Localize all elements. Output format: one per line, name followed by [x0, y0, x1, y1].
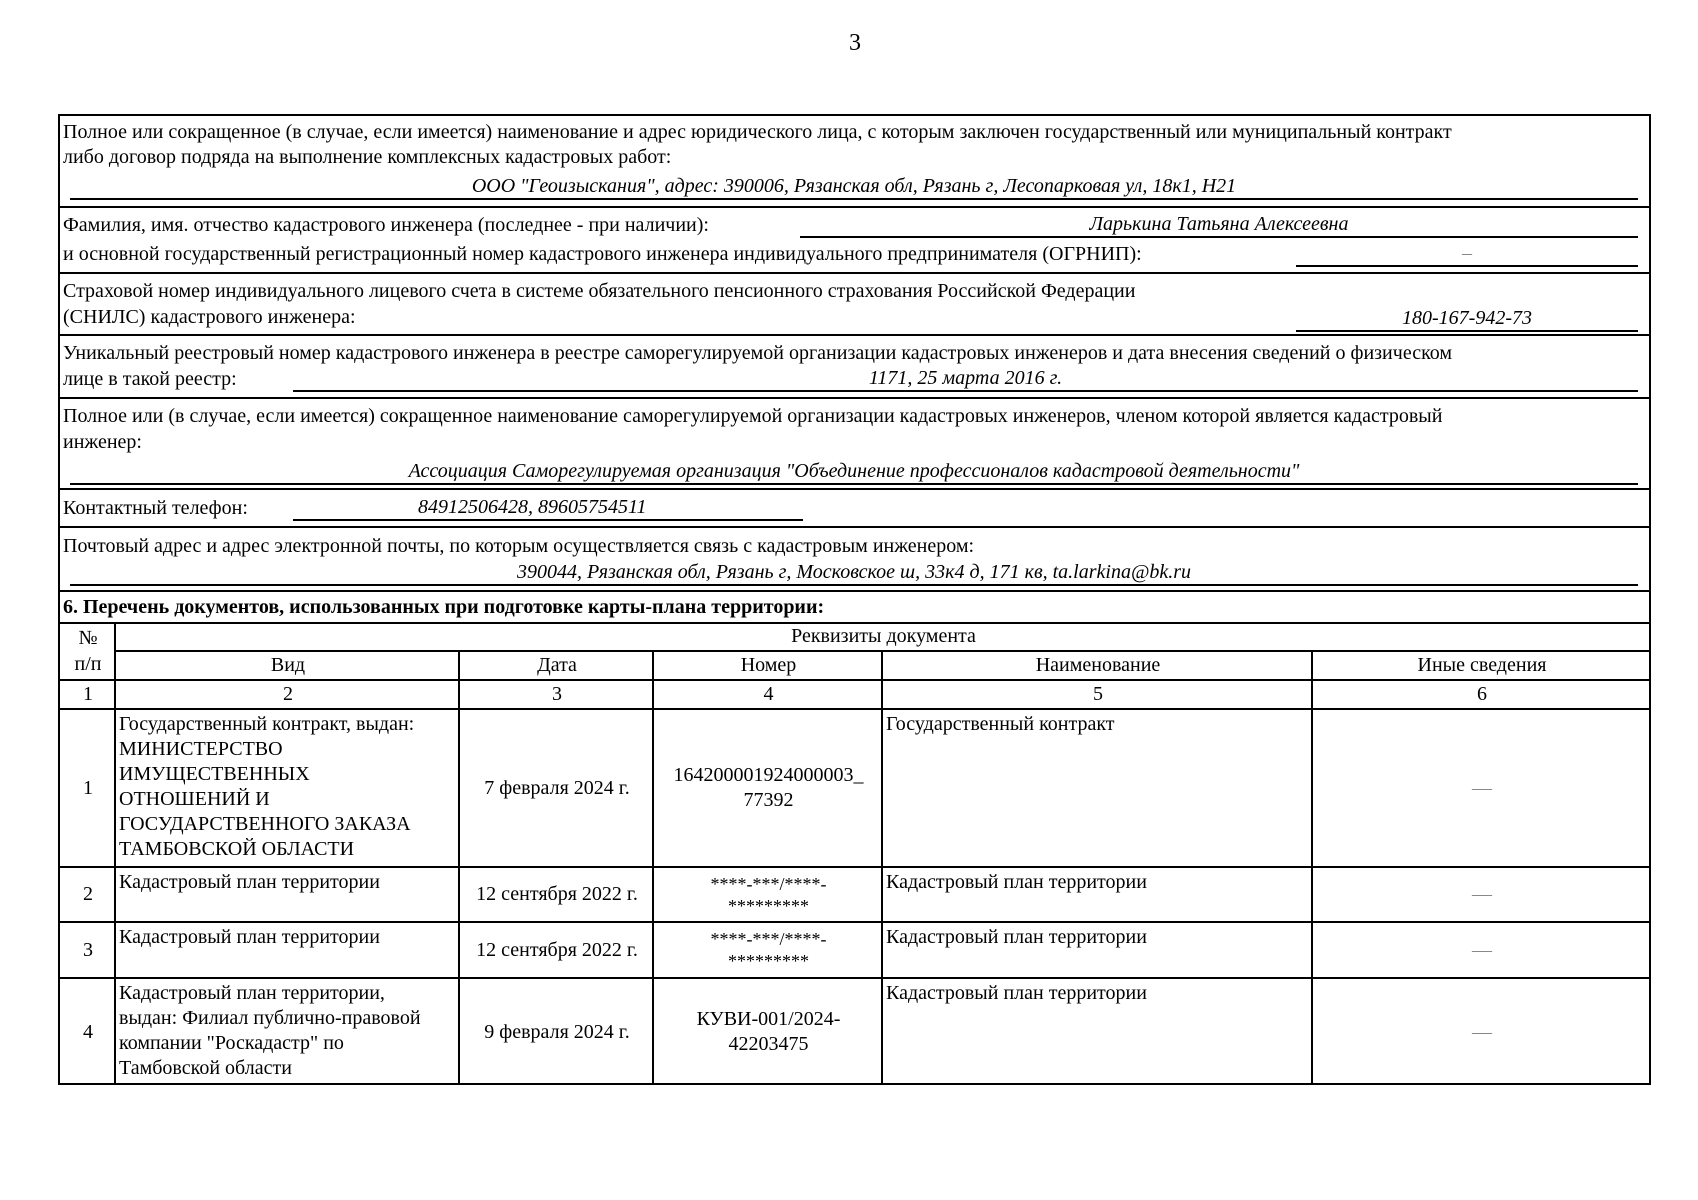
- phone-section: [60, 490, 1649, 528]
- header-number: № п/п: [74, 626, 102, 675]
- header-number-doc: Номер: [740, 653, 797, 676]
- doc-other: —: [1472, 776, 1492, 799]
- contractor-label-line2: либо договор подряда на выполнение комплексных кадастровых работ:: [63, 146, 672, 168]
- form-frame: [58, 114, 1651, 1085]
- column-number: 3: [552, 682, 562, 705]
- doc-number: ****-***/****- *********: [710, 873, 827, 916]
- column-number: 5: [1093, 682, 1103, 705]
- doc-name: Государственный контракт: [886, 713, 1115, 735]
- snils-value: 180-167-942-73: [1296, 306, 1638, 332]
- doc-name: Кадастровый план территории: [886, 926, 1147, 948]
- doc-name: Кадастровый план территории: [886, 982, 1147, 1004]
- documents-title: 6. Перечень документов, использованных при подготовке карты-плана территории:: [63, 596, 825, 618]
- header-kind: Вид: [270, 653, 306, 676]
- column-number: 2: [283, 682, 293, 705]
- registry-value: 1171, 25 марта 2016 г.: [293, 366, 1638, 392]
- doc-date: 12 сентября 2022 г.: [476, 938, 638, 961]
- phone-value: 84912506428, 89605754511: [293, 495, 803, 521]
- doc-kind: Кадастровый план территории, выдан: Филиал публично-правовой компании "Роскадастр" по Тамбовской области: [119, 982, 421, 1079]
- header-date: Дата: [537, 653, 577, 676]
- doc-other: —: [1472, 938, 1492, 961]
- doc-number: КУВИ-001/2024- 42203475: [696, 1008, 841, 1055]
- address-label: Почтовый адрес и адрес электронной почты, по которым осуществляется связь с кадастровым инженером:: [63, 535, 975, 557]
- column-number: 4: [763, 682, 774, 705]
- sro-label-line2: инженер:: [63, 431, 142, 453]
- engineer-name-value: Ларькина Татьяна Алексеевна: [800, 212, 1638, 238]
- snils-label-line1: Страховой номер индивидуального лицевого счета в системе обязательного пенсионного страхования Российской Федерации: [63, 280, 1136, 302]
- page-number: 3: [849, 30, 861, 56]
- row-number: 1: [83, 776, 93, 799]
- header-group: Реквизиты документа: [791, 624, 976, 647]
- column-number: 1: [83, 682, 93, 705]
- contractor-label-line1: Полное или сокращенное (в случае, если имеется) наименование и адрес юридического лица, с которым заключен государственный или муниципальный контракт: [63, 121, 1452, 143]
- address-value: 390044, Рязанская обл, Рязань г, Московское ш, 33к4 д, 171 кв, ta.larkina@bk.ru: [70, 560, 1638, 586]
- header-other: Иные сведения: [1417, 653, 1547, 676]
- snils-label-line2: (СНИЛС) кадастрового инженера:: [63, 306, 356, 328]
- row-number: 4: [83, 1020, 93, 1043]
- column-number: 6: [1477, 682, 1487, 705]
- engineer-name-label: Фамилия, имя. отчество кадастрового инженера (последнее - при наличии):: [63, 214, 709, 236]
- row-number: 2: [83, 883, 93, 905]
- doc-kind: Кадастровый план территории: [119, 926, 380, 948]
- snils-section: [60, 274, 1649, 336]
- header-name: Наименование: [1035, 653, 1161, 676]
- phone-label: Контактный телефон:: [63, 497, 248, 519]
- doc-other: —: [1472, 883, 1492, 905]
- doc-number: 164200001924000003_ 77392: [673, 764, 864, 811]
- doc-name: Кадастровый план территории: [886, 871, 1147, 893]
- sro-section: [60, 399, 1649, 490]
- engineer-section: [60, 208, 1649, 274]
- doc-date: 12 сентября 2022 г.: [476, 883, 638, 905]
- contractor-value: ООО "Геоизыскания", адрес: 390006, Рязанская обл, Рязань г, Лесопарковая ул, 18к1, Н21: [70, 174, 1638, 200]
- address-section: [60, 528, 1649, 592]
- registry-label-line2: лице в такой реестр:: [63, 368, 237, 390]
- doc-date: 7 февраля 2024 г.: [484, 776, 630, 799]
- registry-label-line1: Уникальный реестровый номер кадастрового инженера в реестре саморегулируемой организации кадастровых инженеров и дата внесения сведений о физическом: [63, 342, 1453, 364]
- row-number: 3: [83, 938, 93, 961]
- doc-number: ****-***/****- *********: [710, 929, 827, 971]
- ogrnip-label: и основной государственный регистрационный номер кадастрового инженера индивидуального предпринимателя (ОГРНИП):: [63, 243, 1142, 265]
- sro-label-line1: Полное или (в случае, если имеется) сокращенное наименование саморегулируемой организации кадастровых инженеров, членом которой является кадастровый: [63, 405, 1443, 427]
- doc-kind: Кадастровый план территории: [119, 871, 380, 893]
- ogrnip-value: –: [1296, 241, 1638, 267]
- doc-other: —: [1472, 1020, 1492, 1043]
- documents-table: [60, 622, 1649, 1085]
- contractor-section: [60, 116, 1649, 208]
- registry-section: [60, 336, 1649, 399]
- sro-value: Ассоциация Саморегулируемая организация "Объединение профессионалов кадастровой деятельности": [70, 459, 1638, 485]
- doc-date: 9 февраля 2024 г.: [484, 1020, 630, 1043]
- doc-kind: Государственный контракт, выдан: МИНИСТЕРСТВО ИМУЩЕСТВЕННЫХ ОТНОШЕНИЙ И ГОСУДАРСТВЕННОГО ЗАКАЗА ТАМБОВСКОЙ ОБЛАСТИ: [119, 713, 415, 860]
